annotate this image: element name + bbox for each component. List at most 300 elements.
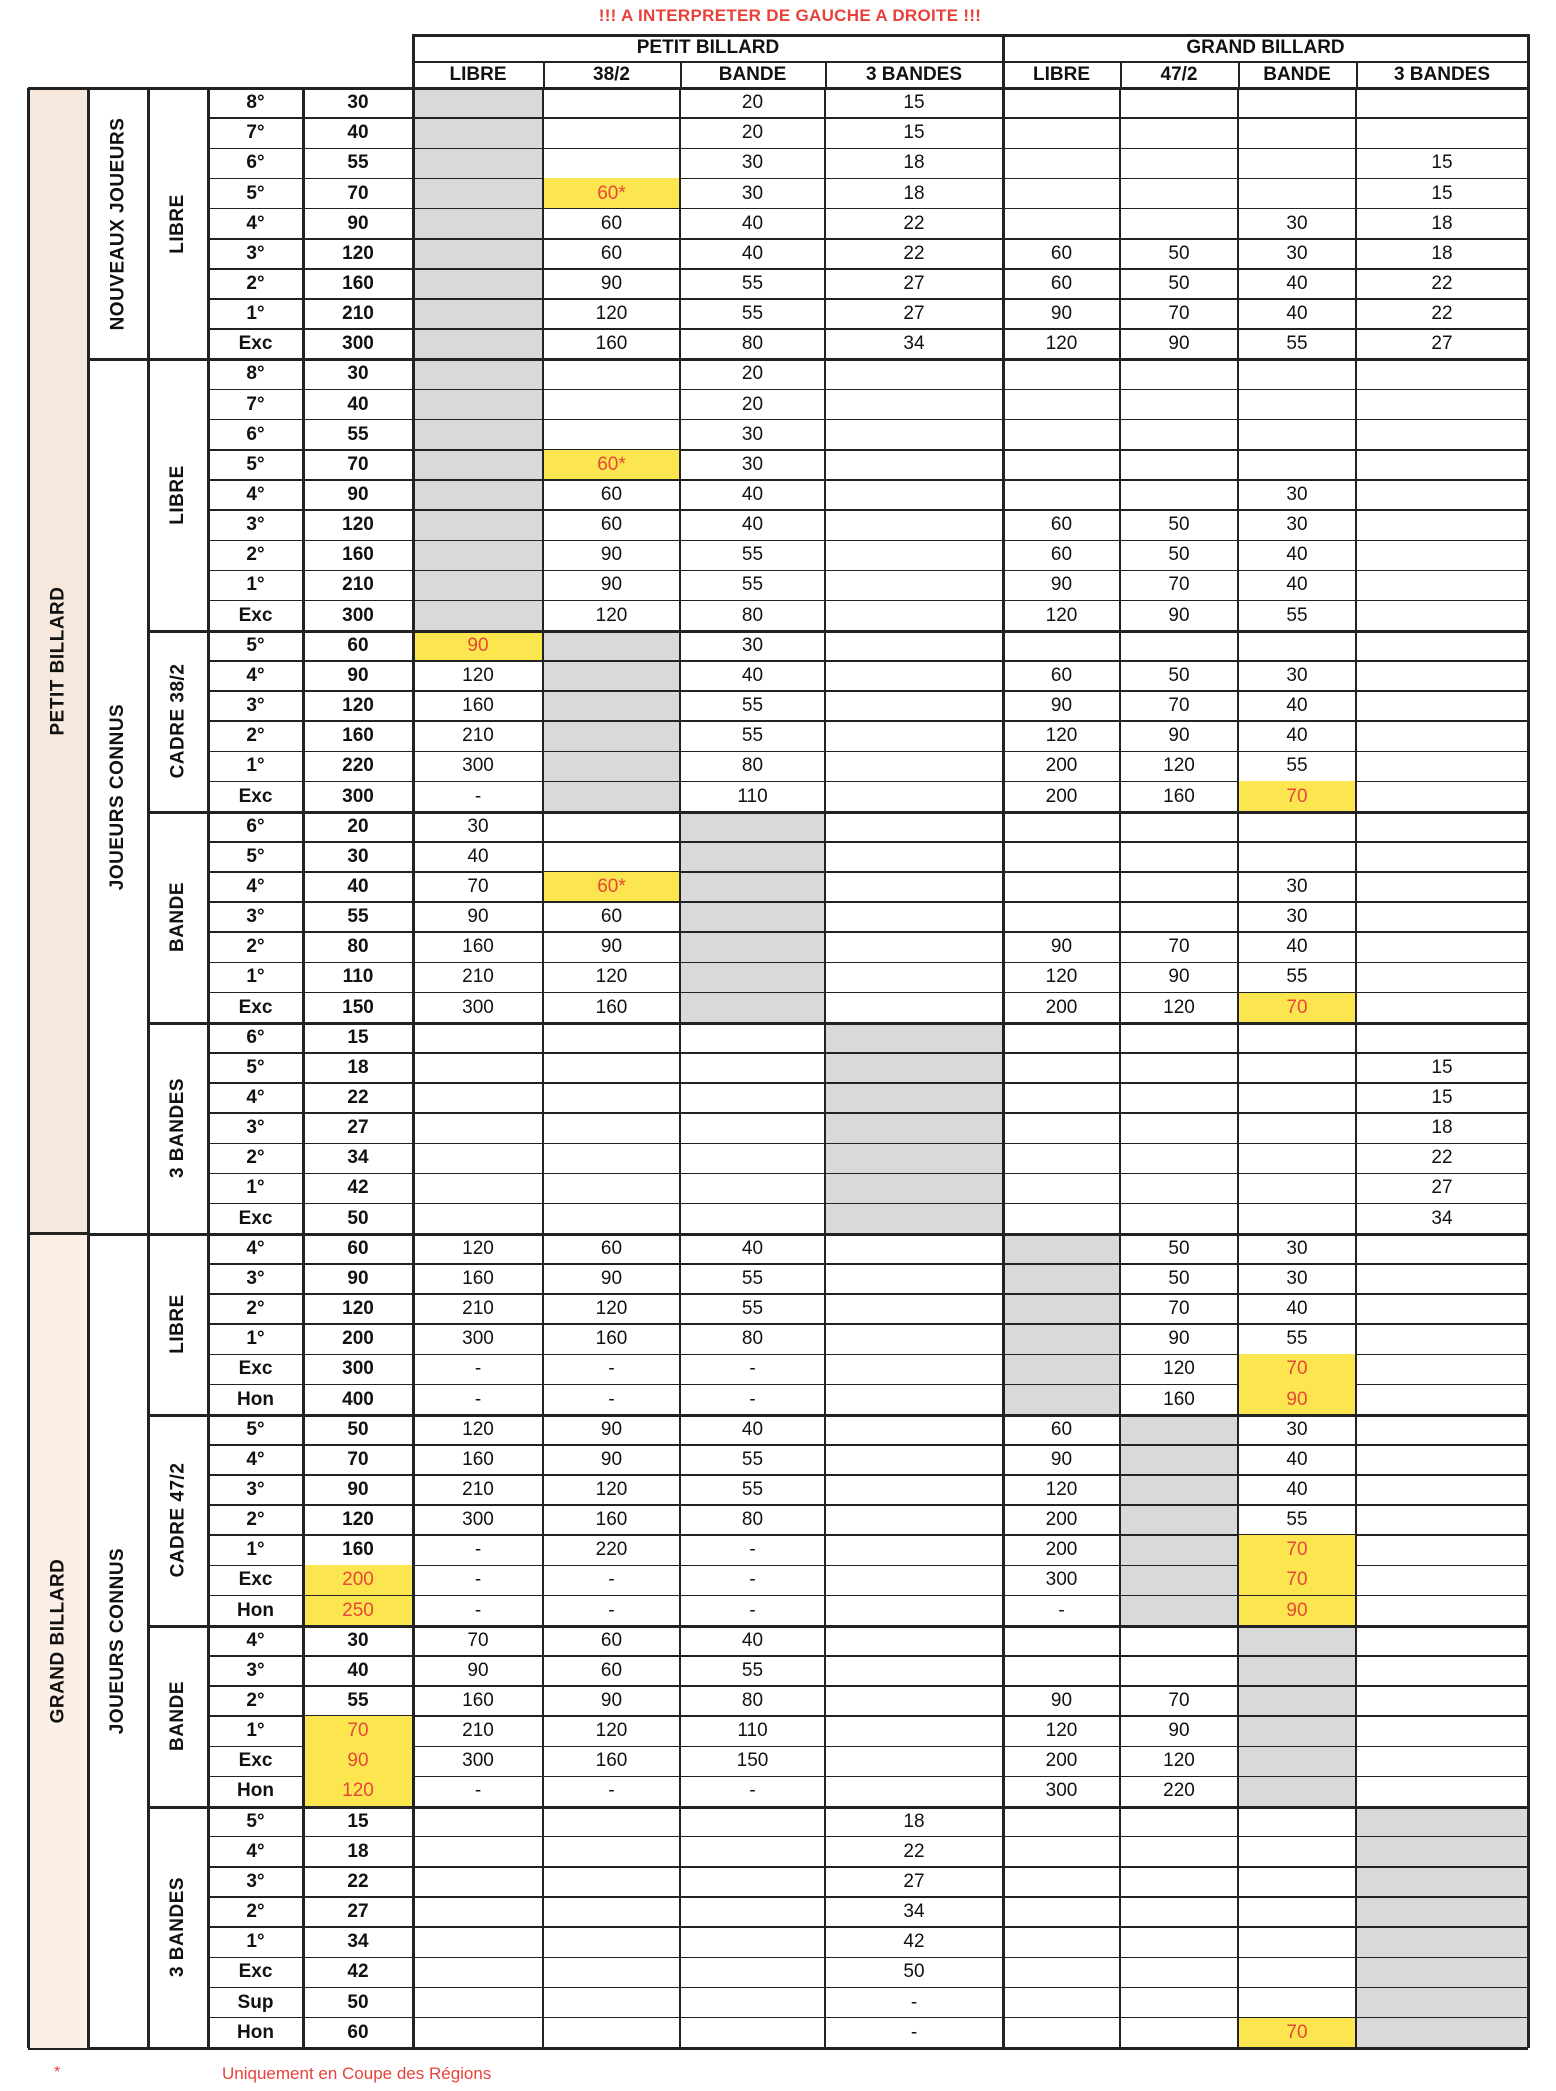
table-cell: 120 xyxy=(1045,1720,1078,1742)
table-cell: 160 xyxy=(1163,785,1195,807)
table-cell xyxy=(825,1264,1003,1294)
table-cell xyxy=(413,1957,543,1987)
points-cell: 40 xyxy=(347,122,369,144)
table-cell xyxy=(543,812,680,842)
table-cell: 80 xyxy=(741,755,764,777)
table-cell xyxy=(1003,1987,1120,2017)
table-cell xyxy=(1238,450,1356,480)
table-cell: 120 xyxy=(595,604,628,626)
table-cell: 15 xyxy=(1431,1056,1453,1078)
table-cell xyxy=(825,359,1003,389)
table-cell: 90 xyxy=(600,1418,623,1440)
table-cell: 18 xyxy=(1431,1117,1453,1139)
points-cell: 60 xyxy=(347,2021,369,2043)
table-cell xyxy=(413,269,543,299)
column-divider xyxy=(542,88,544,2048)
table-cell: 20 xyxy=(741,393,764,415)
table-cell xyxy=(1356,721,1528,751)
points-cell: 90 xyxy=(303,1746,413,1776)
points-cell: 90 xyxy=(347,664,369,686)
table-cell xyxy=(543,1927,680,1957)
table-cell xyxy=(543,1023,680,1053)
table-cell xyxy=(1120,812,1238,842)
level-label: 2° xyxy=(246,725,265,747)
table-cell xyxy=(825,390,1003,420)
table-cell xyxy=(543,661,680,691)
table-cell: 40 xyxy=(741,1418,764,1440)
table-cell: 40 xyxy=(1286,936,1308,958)
table-cell xyxy=(1356,1023,1528,1053)
table-cell: 55 xyxy=(741,695,764,717)
column-header: 38/2 xyxy=(593,63,630,85)
table-cell xyxy=(1356,902,1528,932)
table-cell xyxy=(543,1143,680,1173)
table-cell: 55 xyxy=(741,303,764,325)
table-cell: 90 xyxy=(1050,574,1073,596)
table-cell xyxy=(1238,1867,1356,1897)
table-cell: - xyxy=(1058,1599,1065,1621)
table-cell xyxy=(1356,570,1528,600)
table-cell: 160 xyxy=(595,1328,628,1350)
table-cell xyxy=(825,932,1003,962)
table-cell: 300 xyxy=(462,1328,494,1350)
level-label: Sup xyxy=(237,1991,274,2013)
table-cell xyxy=(825,1324,1003,1354)
table-cell xyxy=(1356,932,1528,962)
table-cell xyxy=(680,1897,825,1927)
table-cell: 55 xyxy=(741,272,764,294)
table-cell: 300 xyxy=(462,996,494,1018)
level-label: Exc xyxy=(238,1750,273,1772)
table-cell: 120 xyxy=(462,664,494,686)
table-cell xyxy=(825,751,1003,781)
table-cell xyxy=(543,1204,680,1234)
table-cell xyxy=(1238,1987,1356,2017)
table-cell xyxy=(680,932,825,962)
table-cell xyxy=(825,1686,1003,1716)
table-cell xyxy=(825,1204,1003,1234)
table-cell xyxy=(1356,1927,1528,1957)
level-label: 1° xyxy=(246,1328,265,1350)
table-cell: 160 xyxy=(462,1448,494,1470)
column-header: BANDE xyxy=(1263,63,1331,85)
table-cell: 60 xyxy=(1050,242,1073,264)
section-divider xyxy=(148,87,1528,90)
column-divider xyxy=(1527,88,1530,2048)
table-cell: 80 xyxy=(741,1690,764,1711)
table-cell: 50 xyxy=(1168,1267,1190,1289)
table-cell: 40 xyxy=(1286,574,1308,596)
table-cell: 34 xyxy=(903,333,925,355)
table-cell: 90 xyxy=(600,1690,623,1711)
table-cell xyxy=(1238,1113,1356,1143)
level-label: 2° xyxy=(246,272,265,294)
points-cell: 300 xyxy=(342,785,374,807)
table-cell: 90 xyxy=(600,272,623,294)
table-cell: 60 xyxy=(600,212,623,234)
table-cell: 90 xyxy=(1050,1690,1073,1711)
table-cell xyxy=(680,842,825,872)
table-cell xyxy=(413,1023,543,1053)
table-cell xyxy=(1120,420,1238,450)
table-cell xyxy=(1003,1053,1120,1083)
table-cell xyxy=(825,1565,1003,1595)
points-cell: 210 xyxy=(342,303,374,325)
table-cell: - xyxy=(608,1569,615,1591)
points-cell: 42 xyxy=(347,1961,369,1983)
table-cell: 22 xyxy=(1431,272,1453,294)
table-cell: - xyxy=(608,1388,615,1410)
group-divider xyxy=(88,358,148,361)
table-cell xyxy=(680,1867,825,1897)
table-cell xyxy=(1356,661,1528,691)
level-label: 5° xyxy=(246,1418,265,1440)
table-cell: 50 xyxy=(1168,242,1190,264)
table-cell: 120 xyxy=(595,303,628,325)
table-cell xyxy=(1238,1656,1356,1686)
column-divider xyxy=(207,88,210,2048)
table-cell: 70 xyxy=(1168,303,1190,325)
table-cell: - xyxy=(749,1358,756,1380)
grid-line xyxy=(1527,34,1530,88)
table-cell xyxy=(1356,1656,1528,1686)
table-cell: 34 xyxy=(903,1901,925,1923)
table-cell xyxy=(825,1354,1003,1384)
mode-label: LIBRE xyxy=(167,465,188,525)
points-cell: 120 xyxy=(303,1776,413,1806)
points-cell: 70 xyxy=(303,1716,413,1746)
level-label: 6° xyxy=(246,152,265,174)
table-cell: 55 xyxy=(1286,333,1308,355)
table-cell xyxy=(825,1656,1003,1686)
points-cell: 160 xyxy=(342,1539,374,1561)
points-cell: 30 xyxy=(347,845,369,867)
table-cell: - xyxy=(910,2021,918,2043)
points-cell: 42 xyxy=(347,1177,369,1199)
table-cell xyxy=(413,1113,543,1143)
column-divider xyxy=(302,88,305,2048)
table-cell xyxy=(1003,902,1120,932)
table-cell: 60 xyxy=(600,242,623,264)
table-cell: 80 xyxy=(741,1509,764,1531)
table-cell xyxy=(1120,1173,1238,1203)
table-cell xyxy=(1356,1384,1528,1414)
table-cell xyxy=(1003,1867,1120,1897)
table-cell: 120 xyxy=(595,1298,628,1320)
table-cell xyxy=(1356,1987,1528,2017)
table-cell xyxy=(413,510,543,540)
table-cell xyxy=(1356,480,1528,510)
table-cell xyxy=(825,1626,1003,1656)
table-cell xyxy=(1120,1626,1238,1656)
table-cell xyxy=(1003,118,1120,148)
table-cell xyxy=(1120,902,1238,932)
table-cell: 160 xyxy=(595,333,628,355)
table-cell: 27 xyxy=(903,303,925,325)
table-cell xyxy=(1003,1113,1120,1143)
table-cell xyxy=(680,1113,825,1143)
level-label: 1° xyxy=(246,1539,265,1561)
table-cell: 70 xyxy=(1168,695,1190,717)
table-cell xyxy=(1356,1475,1528,1505)
table-cell xyxy=(1356,450,1528,480)
table-cell: 18 xyxy=(1431,242,1453,264)
level-label: 5° xyxy=(246,1810,265,1832)
table-cell xyxy=(1120,1113,1238,1143)
table-cell xyxy=(1238,390,1356,420)
level-label: 3° xyxy=(246,1478,265,1500)
level-label: 2° xyxy=(246,544,265,566)
mode-label: CADRE 38/2 xyxy=(167,663,189,779)
table-cell: 80 xyxy=(741,604,764,626)
table-cell: 300 xyxy=(462,1750,494,1772)
points-cell: 70 xyxy=(347,453,369,475)
table-bottom-border xyxy=(28,2047,1528,2050)
table-cell: 20 xyxy=(741,122,764,144)
table-cell xyxy=(1238,1083,1356,1113)
table-cell: 20 xyxy=(741,92,764,114)
table-cell: 50 xyxy=(1168,664,1190,686)
points-cell: 300 xyxy=(342,1358,374,1380)
table-cell: 70 xyxy=(467,1629,489,1651)
table-cell: - xyxy=(608,1780,615,1802)
table-cell: 90 xyxy=(1168,1328,1190,1350)
table-cell xyxy=(680,993,825,1023)
table-cell xyxy=(1120,1565,1238,1595)
table-cell: 55 xyxy=(741,1659,764,1681)
points-cell: 60 xyxy=(347,634,369,656)
level-label: 2° xyxy=(246,1147,265,1169)
table-cell xyxy=(1003,450,1120,480)
table-cell: 18 xyxy=(903,182,925,204)
table-cell: 90 xyxy=(467,906,489,928)
table-cell: 300 xyxy=(1045,1780,1078,1802)
table-cell xyxy=(413,359,543,389)
table-cell xyxy=(1238,842,1356,872)
table-cell: 70 xyxy=(1168,1690,1190,1711)
table-cell: 60 xyxy=(1050,514,1073,536)
points-cell: 120 xyxy=(342,695,374,717)
table-cell: 30 xyxy=(741,453,764,475)
table-cell: 120 xyxy=(462,1237,494,1259)
points-cell: 18 xyxy=(347,1056,369,1078)
table-cell: 22 xyxy=(903,212,925,234)
player-category-label: JOUEURS CONNUS xyxy=(107,1547,129,1734)
table-cell xyxy=(1356,1686,1528,1716)
table-cell xyxy=(1238,1204,1356,1234)
table-cell xyxy=(825,1535,1003,1565)
table-cell xyxy=(1238,1626,1356,1656)
level-label: 4° xyxy=(246,212,265,234)
level-label: 1° xyxy=(246,1720,265,1742)
table-cell: 55 xyxy=(1286,1328,1308,1350)
table-cell xyxy=(1356,781,1528,811)
points-cell: 120 xyxy=(342,1509,374,1531)
level-label: 1° xyxy=(246,755,265,777)
table-cell xyxy=(1003,2018,1120,2048)
table-cell xyxy=(1003,88,1120,118)
table-cell: 30 xyxy=(1286,1237,1308,1259)
table-cell: 60 xyxy=(1050,544,1073,566)
table-cell xyxy=(1356,993,1528,1023)
points-cell: 55 xyxy=(347,906,369,928)
grid-line xyxy=(413,34,1528,37)
table-cell xyxy=(1120,1415,1238,1445)
table-cell: 15 xyxy=(903,92,925,114)
level-label: 2° xyxy=(246,1690,265,1711)
table-cell: 34 xyxy=(1431,1207,1453,1229)
points-cell: 120 xyxy=(342,1298,374,1320)
table-cell: - xyxy=(474,1780,482,1802)
table-cell xyxy=(1238,1023,1356,1053)
grid-line xyxy=(1356,61,1358,88)
table-cell xyxy=(1003,842,1120,872)
table-cell: 70 xyxy=(1168,1298,1190,1320)
table-cell xyxy=(413,1173,543,1203)
points-cell: 18 xyxy=(347,1840,369,1862)
level-label: 5° xyxy=(246,1056,265,1078)
table-cell: - xyxy=(749,1569,756,1591)
table-cell: 90 xyxy=(1168,1720,1190,1742)
points-cell: 50 xyxy=(347,1207,369,1229)
table-cell xyxy=(1238,1053,1356,1083)
points-cell: 15 xyxy=(347,1810,369,1832)
billard-band-label: PETIT BILLARD xyxy=(28,88,88,1234)
level-label: 3° xyxy=(246,514,265,536)
table-cell: - xyxy=(910,1991,918,2013)
table-cell xyxy=(413,1987,543,2017)
table-cell: 40 xyxy=(741,212,764,234)
table-cell xyxy=(413,1867,543,1897)
table-cell: 18 xyxy=(903,1810,925,1832)
points-cell: 90 xyxy=(347,212,369,234)
table-cell xyxy=(825,691,1003,721)
table-cell: 60 xyxy=(600,514,623,536)
grid-line xyxy=(1002,34,1005,88)
column-divider xyxy=(679,88,681,2048)
table-cell xyxy=(1003,1897,1120,1927)
level-label: 1° xyxy=(246,574,265,596)
table-cell: 70 xyxy=(1168,574,1190,596)
table-cell: 70 xyxy=(1238,993,1356,1023)
table-cell xyxy=(1120,450,1238,480)
table-cell: 210 xyxy=(462,966,494,988)
table-cell: 30 xyxy=(741,423,764,445)
table-cell: 70 xyxy=(1238,1354,1356,1384)
table-cell xyxy=(1120,1987,1238,2017)
table-cell xyxy=(1238,1897,1356,1927)
column-divider xyxy=(1355,88,1357,2048)
table-cell: 40 xyxy=(741,664,764,686)
table-cell: 55 xyxy=(741,1448,764,1470)
table-cell: 120 xyxy=(1045,966,1078,988)
points-cell: 90 xyxy=(347,1478,369,1500)
table-cell: 40 xyxy=(741,1237,764,1259)
table-cell: 200 xyxy=(1045,996,1078,1018)
table-cell: 90 xyxy=(1168,725,1190,747)
table-cell xyxy=(1003,1324,1120,1354)
table-cell: 22 xyxy=(1431,303,1453,325)
table-cell: 60 xyxy=(1050,1418,1073,1440)
level-label: 8° xyxy=(246,363,265,385)
table-cell: 90 xyxy=(600,1448,623,1470)
table-cell: 110 xyxy=(737,1720,768,1742)
table-cell: 55 xyxy=(741,1478,764,1500)
table-cell xyxy=(1238,1716,1356,1746)
table-cell xyxy=(825,480,1003,510)
table-cell xyxy=(413,601,543,631)
table-cell xyxy=(1238,1686,1356,1716)
table-cell: 90 xyxy=(1168,604,1190,626)
table-cell xyxy=(680,1053,825,1083)
table-cell xyxy=(825,1596,1003,1626)
table-cell: 90 xyxy=(467,1659,489,1681)
section-divider xyxy=(148,358,1528,361)
table-cell xyxy=(1356,359,1528,389)
table-cell xyxy=(1120,1596,1238,1626)
table-cell xyxy=(1356,962,1528,992)
level-label: Exc xyxy=(238,1207,273,1229)
level-label: 4° xyxy=(246,664,265,686)
section-divider xyxy=(148,1414,1528,1417)
level-label: Hon xyxy=(237,2021,274,2043)
table-cell: - xyxy=(474,785,482,807)
table-cell: 120 xyxy=(462,1418,494,1440)
grid-line xyxy=(825,61,827,88)
table-cell: 55 xyxy=(741,1298,764,1320)
level-label: 1° xyxy=(246,1931,265,1953)
table-cell: 90 xyxy=(600,1267,623,1289)
player-category-label: NOUVEAUX JOUEURS xyxy=(107,117,129,331)
table-cell: 90 xyxy=(1050,695,1073,717)
level-label: 1° xyxy=(246,303,265,325)
table-cell: 120 xyxy=(1163,1358,1195,1380)
table-cell: 90 xyxy=(1168,966,1190,988)
table-cell xyxy=(413,390,543,420)
table-cell xyxy=(1120,118,1238,148)
table-cell xyxy=(825,1173,1003,1203)
table-cell xyxy=(1120,1656,1238,1686)
table-cell xyxy=(825,420,1003,450)
table-cell xyxy=(1003,1626,1120,1656)
table-cell: 80 xyxy=(741,333,764,355)
points-cell: 20 xyxy=(347,815,369,837)
table-cell xyxy=(1238,420,1356,450)
grid-line xyxy=(1120,61,1122,88)
table-cell xyxy=(413,1927,543,1957)
table-cell xyxy=(680,1957,825,1987)
table-cell xyxy=(1238,88,1356,118)
table-cell xyxy=(1003,1957,1120,1987)
table-cell xyxy=(413,420,543,450)
table-cell xyxy=(1120,872,1238,902)
level-label: Exc xyxy=(238,785,273,807)
table-cell xyxy=(1003,1143,1120,1173)
table-cell xyxy=(543,842,680,872)
table-cell xyxy=(825,1746,1003,1776)
table-cell xyxy=(1356,872,1528,902)
table-cell xyxy=(1120,1083,1238,1113)
table-cell xyxy=(1120,1957,1238,1987)
footnote-marker: * xyxy=(54,2064,61,2081)
table-cell xyxy=(825,962,1003,992)
table-cell: 60 xyxy=(1050,664,1073,686)
table-cell: 30 xyxy=(1286,906,1308,928)
table-cell: 55 xyxy=(741,574,764,596)
table-cell xyxy=(543,751,680,781)
table-cell xyxy=(1356,88,1528,118)
table-cell xyxy=(1238,631,1356,661)
